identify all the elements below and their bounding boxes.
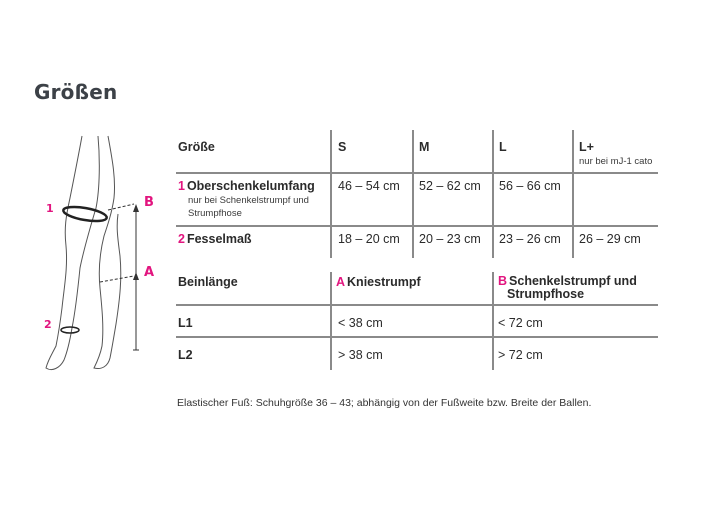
row-divider xyxy=(176,172,658,174)
row-number: 1 xyxy=(178,179,185,193)
value-l2-a: > 38 cm xyxy=(338,348,383,362)
row-divider xyxy=(176,336,658,338)
leg-diagram-icon xyxy=(38,128,168,378)
value-ankle-lplus: 26 – 29 cm xyxy=(579,232,641,246)
value-ankle-s: 18 – 20 cm xyxy=(338,232,400,246)
footnote: Elastischer Fuß: Schuhgröße 36 – 43; abhängig von der Fußweite bzw. Breite der Ballen. xyxy=(177,397,592,409)
row-label-l2: L2 xyxy=(178,348,193,362)
leg-measurement-illustration xyxy=(38,128,168,378)
table-row-ankle-label xyxy=(178,232,252,246)
column-divider xyxy=(572,130,574,258)
page-title: Größen xyxy=(34,80,118,104)
value-l1-a: < 38 cm xyxy=(338,316,383,330)
header-size-s: S xyxy=(338,140,347,154)
value-ankle-m: 20 – 23 cm xyxy=(419,232,481,246)
row-label: Fesselmaß xyxy=(186,232,252,246)
column-divider xyxy=(412,130,414,258)
row-note: nur bei Schenkelstrumpf und Strumpfhose xyxy=(188,195,309,219)
value-thigh-s: 46 – 54 cm xyxy=(338,179,400,193)
header-thigh-stocking: B Schenkelstrumpf und Strumpfhose xyxy=(498,274,637,301)
header-size-lplus: L+ xyxy=(579,140,594,154)
column-divider xyxy=(492,130,494,258)
value-thigh-m: 52 – 62 cm xyxy=(419,179,481,193)
header-size-m: M xyxy=(419,140,430,154)
column-divider xyxy=(330,272,332,370)
column-divider xyxy=(330,130,332,258)
row-label-l1: L1 xyxy=(178,316,193,330)
value-thigh-l: 56 – 66 cm xyxy=(499,179,561,193)
label-b: B xyxy=(144,195,154,210)
length-table xyxy=(176,272,658,370)
row-divider xyxy=(176,304,658,306)
label-2: 2 xyxy=(44,318,52,331)
label-1: 1 xyxy=(46,202,54,215)
size-table xyxy=(176,130,658,258)
row-divider xyxy=(176,225,658,227)
row-number: 2 xyxy=(178,232,185,246)
header-size-l: L xyxy=(499,140,507,154)
header-knee-stocking: A Kniestrumpf xyxy=(336,275,421,289)
header-lplus-note: nur bei mJ-1 cato xyxy=(579,156,653,167)
value-l1-b: < 72 cm xyxy=(498,316,543,330)
header-leg-length: Beinlänge xyxy=(178,275,238,289)
label-a: A xyxy=(144,265,155,280)
value-ankle-l: 23 – 26 cm xyxy=(499,232,561,246)
header-size-label: Größe xyxy=(178,140,215,154)
table-row-thigh-label xyxy=(178,179,315,193)
value-l2-b: > 72 cm xyxy=(498,348,543,362)
row-label: Oberschenkelumfang xyxy=(186,179,315,193)
column-divider xyxy=(492,272,494,370)
